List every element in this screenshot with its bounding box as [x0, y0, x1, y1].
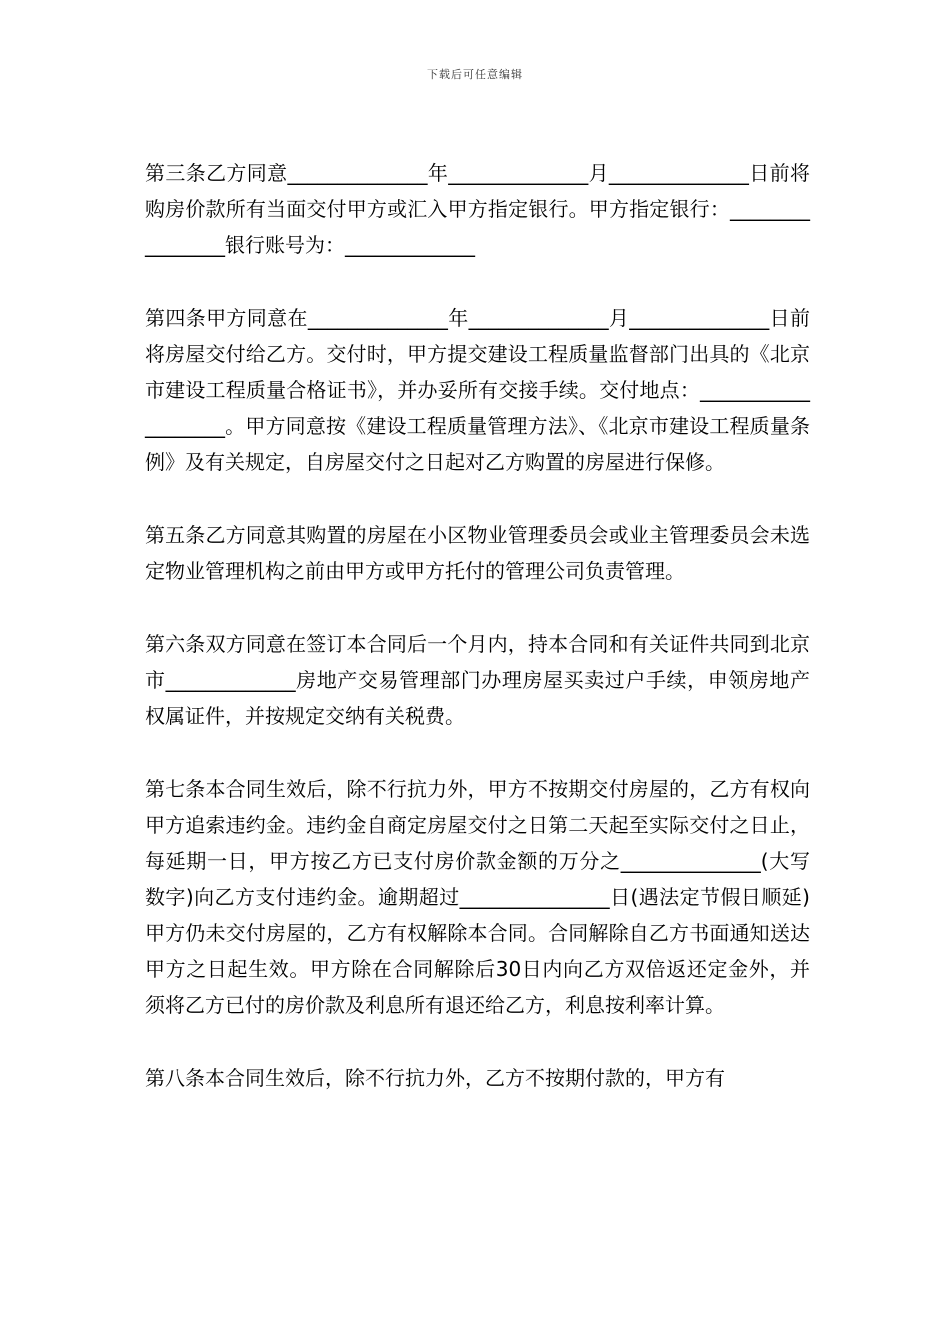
- article-5: 第五条乙方同意其购置的房屋在小区物业管理委员会或业主管理委员会未选定物业管理机构之前由甲方或甲方托付的管理公司负责管理。: [145, 523, 810, 583]
- article-3: 第三条乙方同意______________年______________月______________日前将购房价款所有当面交付甲方或汇入甲方指定银行。甲方指定银行：________________银行账号为：_____________: [145, 161, 810, 257]
- document-body: [145, 155, 810, 1133]
- article-4: 第四条甲方同意在______________年______________月______________日前将房屋交付给乙方。交付时，甲方提交建设工程质量监督部门出具的《北京市建设工程质量合格证书》，并办妥所有交接手续。交付地点：___________________。甲方同意按《建设工程质量管理方法》、《北京市建设工程质量条例》及有关规定，自房屋交付之日起对乙方购置的房屋进行保修。: [145, 306, 810, 474]
- page-header-note: 下载后可任意编辑: [427, 68, 523, 81]
- article-7: 第七条本合同生效后，除不行抗力外，甲方不按期交付房屋的，乙方有权向甲方追索违约金。违约金自商定房屋交付之日第二天起至实际交付之日止，每延期一日，甲方按乙方已支付房价款金额的万分之______________(大写数字)向乙方支付违约金。逾期超过_______________日(遇法定节假日顺延)甲方仍未交付房屋的，乙方有权解除本合同。合同解除自乙方书面通知送达甲方之日起生效。甲方除在合同解除后30日内向乙方双倍返还定金外，并须将乙方已付的房价款及利息所有退还给乙方，利息按利率计算。: [145, 777, 810, 1017]
- article-6: 第六条双方同意在签订本合同后一个月内，持本合同和有关证件共同到北京市_____________房地产交易管理部门办理房屋买卖过户手续，申领房地产权属证件，并按规定交纳有关税费。: [145, 632, 810, 728]
- article-8: 第八条本合同生效后，除不行抗力外，乙方不按期付款的，甲方有: [145, 1066, 725, 1090]
